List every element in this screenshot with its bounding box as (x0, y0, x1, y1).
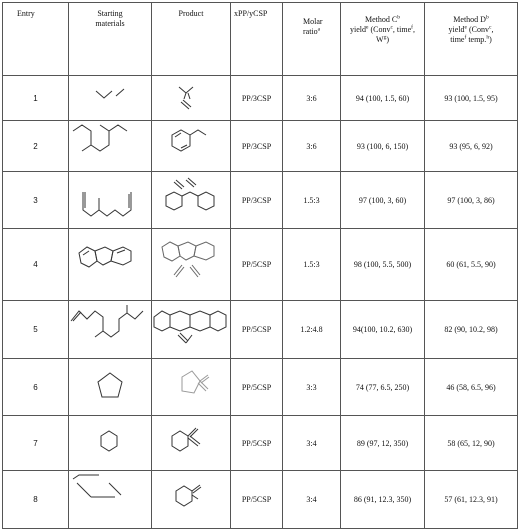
cell-method-d: 58 (65, 12, 90) (425, 416, 518, 471)
cell-entry: 2 (3, 121, 69, 172)
table-row (3, 229, 518, 301)
method-d-conv: (Conv (467, 25, 489, 34)
cell-entry: 1 (3, 76, 69, 121)
cell-entry: 8 (3, 471, 69, 529)
method-d-close: ) (489, 35, 492, 44)
cell-molar-ratio: 1.2:4.8 (283, 301, 341, 359)
starting-material-structure (69, 471, 152, 529)
method-c-yield-sup: e (366, 24, 369, 31)
cell-pp-csp: PP/5CSP (231, 416, 283, 471)
cell-molar-ratio: 3:4 (283, 471, 341, 529)
header-product (152, 3, 231, 76)
cell-pp-csp: PP/5CSP (231, 359, 283, 416)
method-d-yield-sup: e (464, 24, 467, 31)
method-d-temp: temp. (466, 35, 487, 44)
structure-drawing (152, 359, 230, 415)
cell-method-d: 93 (95, 6, 92) (425, 121, 518, 172)
cell-pp-csp: PP/3CSP (231, 172, 283, 229)
product-structure (152, 76, 231, 121)
cell-method-d: 97 (100, 3, 86) (425, 172, 518, 229)
structure-drawing (69, 416, 151, 470)
structure-drawing (152, 76, 230, 120)
header-molar-text: Molar ratio (303, 17, 323, 36)
structure-drawing (69, 229, 151, 300)
method-c-time: , time (392, 25, 412, 34)
method-c-w: W (376, 35, 384, 44)
product-structure (152, 471, 231, 529)
method-c-title: Method C (365, 15, 398, 24)
header-starting-line2: materials (95, 19, 125, 28)
structure-drawing (152, 172, 230, 228)
cell-method-d: 82 (90, 10.2, 98) (425, 301, 518, 359)
method-d-yield: yield (448, 25, 465, 34)
table-row (3, 172, 518, 229)
cell-method-d: 57 (61, 12.3, 91) (425, 471, 518, 529)
table-row (3, 471, 518, 529)
table-row (3, 76, 518, 121)
method-c-conv: (Conv (368, 25, 391, 34)
header-molar-ratio (283, 3, 341, 76)
header-xpp-text: xPP/yCSP (234, 9, 268, 18)
method-d-time-sup: f (464, 34, 467, 41)
structure-drawing (152, 229, 230, 300)
table-row (3, 359, 518, 416)
starting-material-structure (69, 359, 152, 416)
cell-molar-ratio: 1.5:3 (283, 172, 341, 229)
header-starting-materials (69, 3, 152, 76)
cell-molar-ratio: 3:6 (283, 121, 341, 172)
product-structure (152, 301, 231, 359)
method-d-comma: , (491, 25, 494, 34)
cell-method-d: 60 (61, 5.5, 90) (425, 229, 518, 301)
method-d-title-sup: b (485, 14, 489, 21)
cell-pp-csp: PP/5CSP (231, 301, 283, 359)
cell-method-c: 89 (97, 12, 350) (341, 416, 425, 471)
cell-entry: 7 (3, 416, 69, 471)
starting-material-structure (69, 301, 152, 359)
cell-pp-csp: PP/5CSP (231, 229, 283, 301)
data-table (2, 2, 518, 529)
product-structure (152, 172, 231, 229)
structure-drawing (69, 76, 151, 120)
header-starting-line1: Starting (97, 9, 123, 18)
cell-method-c: 86 (91, 12.3, 350) (341, 471, 425, 529)
cell-method-c: 94 (100, 1.5, 60) (341, 76, 425, 121)
structure-drawing (69, 301, 151, 358)
method-c-time-sup: f (411, 24, 413, 31)
structure-drawing (69, 359, 151, 415)
cell-pp-csp: PP/5CSP (231, 471, 283, 529)
cell-pp-csp: PP/3CSP (231, 76, 283, 121)
header-method-c (341, 3, 425, 76)
product-structure (152, 359, 231, 416)
cell-molar-ratio: 3:6 (283, 76, 341, 121)
method-d-conv-sup: c (489, 24, 492, 31)
header-method-d (425, 3, 518, 76)
cell-entry: 5 (3, 301, 69, 359)
cell-entry: 6 (3, 359, 69, 416)
cell-method-c: 74 (77, 6.5, 250) (341, 359, 425, 416)
product-structure (152, 121, 231, 172)
header-entry (3, 3, 69, 76)
cell-molar-ratio: 3:4 (283, 416, 341, 471)
structure-drawing (152, 301, 230, 358)
header-xpp-ycsp (231, 3, 283, 76)
cell-method-c: 94(100, 10.2, 630) (341, 301, 425, 359)
starting-material-structure (69, 172, 152, 229)
cell-entry: 3 (3, 172, 69, 229)
structure-drawing (69, 121, 151, 171)
cell-molar-ratio: 1.5:3 (283, 229, 341, 301)
header-molar-sup: a (317, 26, 321, 33)
header-entry-text: Entry (17, 9, 35, 18)
starting-material-structure (69, 229, 152, 301)
method-d-time: time (450, 35, 465, 44)
structure-drawing (152, 121, 230, 171)
cell-method-c: 98 (100, 5.5, 500) (341, 229, 425, 301)
table-row (3, 416, 518, 471)
cell-method-d: 46 (58, 6.5, 96) (425, 359, 518, 416)
method-d-temp-sup: h (486, 34, 490, 41)
starting-material-structure (69, 416, 152, 471)
method-c-conv-sup: c (390, 24, 393, 31)
method-d-title: Method D (453, 15, 486, 24)
cell-method-c: 97 (100, 3, 60) (341, 172, 425, 229)
product-structure (152, 416, 231, 471)
method-c-yield: yield (350, 25, 367, 34)
method-c-w-sup: g (383, 34, 387, 41)
cell-entry: 4 (3, 229, 69, 301)
cell-pp-csp: PP/3CSP (231, 121, 283, 172)
product-structure (152, 229, 231, 301)
table-row (3, 301, 518, 359)
structure-drawing (152, 471, 230, 528)
method-c-comma: , (412, 25, 415, 34)
cell-method-c: 93 (100, 6, 150) (341, 121, 425, 172)
cell-method-d: 93 (100, 1.5, 95) (425, 76, 518, 121)
table-row (3, 121, 518, 172)
method-c-title-sup: b (397, 14, 400, 21)
header-row (3, 3, 518, 76)
header-product-text: Product (178, 9, 204, 18)
method-c-close: ) (386, 35, 389, 44)
cell-molar-ratio: 3:3 (283, 359, 341, 416)
starting-material-structure (69, 121, 152, 172)
structure-drawing (69, 471, 151, 528)
structure-drawing (152, 416, 230, 470)
structure-drawing (69, 172, 151, 228)
starting-material-structure (69, 76, 152, 121)
